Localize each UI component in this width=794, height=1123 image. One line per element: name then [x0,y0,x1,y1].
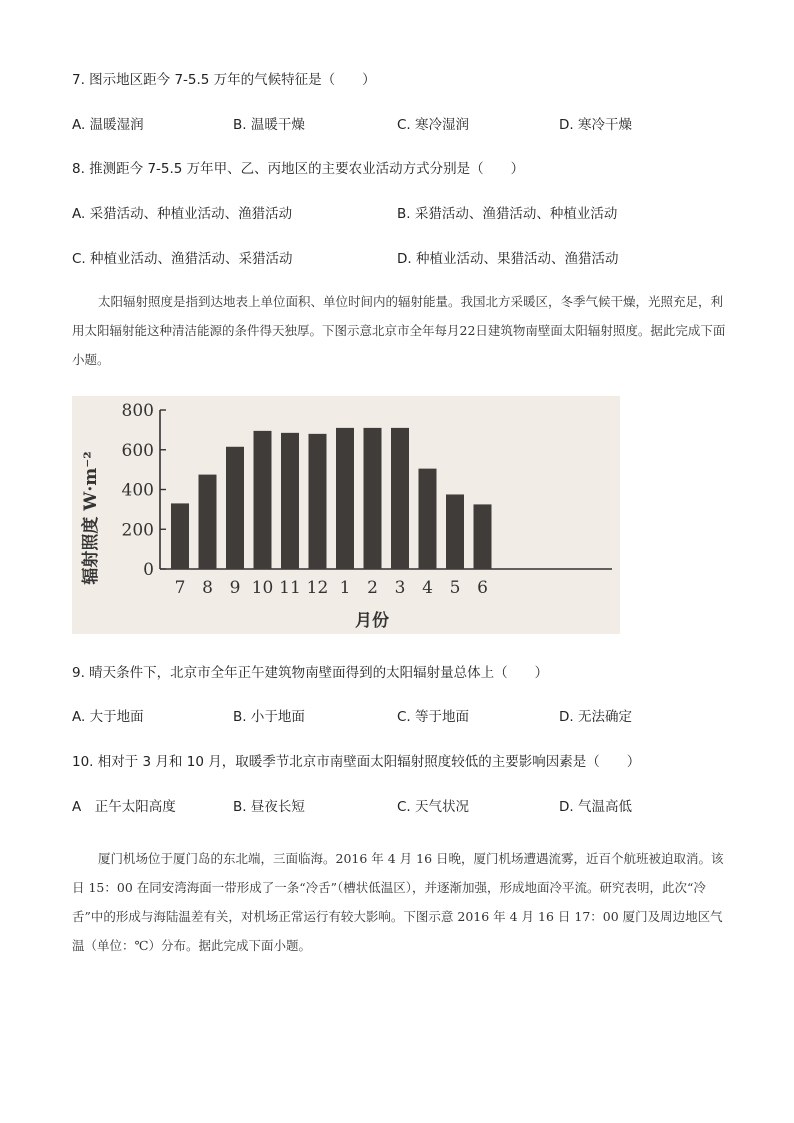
bar-month-11 [281,433,299,569]
bar-month-9 [226,447,244,569]
q7-option-a: A. 温暖湿润 [72,117,144,133]
question-7-stem: 7. 图示地区距今 7-5.5 万年的气候特征是（ ） [72,72,376,88]
q7-option-d: D. 寒冷干燥 [559,117,632,133]
x-tick-label: 11 [279,578,301,598]
bar-month-8 [199,475,217,569]
x-tick-label: 7 [174,578,186,598]
passage-solar-irradiance: 太阳辐射照度是指到达地表上单位面积、单位时间内的辐射能量。我国北方采暖区，冬季气候干燥，光照充足，利用太阳辐射能这种清洁能源的条件得天独厚。下图示意北京市全年每月22日建筑物南壁面太阳辐射照度。据此完成下面小题。 [72,294,726,367]
bar-month-6 [474,504,492,569]
q8-option-a: A. 采猎活动、种植业活动、渔猎活动 [72,206,293,222]
question-8-stem: 8. 推测距今 7-5.5 万年甲、乙、丙地区的主要农业活动方式分别是（ ） [72,161,525,177]
q7-option-b: B. 温暖干燥 [233,117,305,133]
x-tick-label: 2 [367,578,378,598]
passage-xiamen-airport: 厦门机场位于厦门岛的东北端，三面临海。2016 年 4 月 16 日晚，厦门机场遭遇流雾，近百个航班被迫取消。该日 15：00 在同安湾海面一带形成了一条“冷舌”（槽状低温区），并逐渐加强，形成地面冷平流。研究表明，此次“冷舌”中的形成与海陆温差有关，对机场正常运行有较大影响。下图示意 2016 年 4 月 16 日 17：00 厦门及周边地区气温（单位：℃）分布。据此完成下面小题。 [72,851,724,953]
x-tick-label: 9 [229,578,241,598]
q8-option-c: C. 种植业活动、渔猎活动、采猎活动 [72,251,293,267]
x-tick-label: 12 [306,578,329,598]
q10-option-b: B. 昼夜长短 [233,799,305,815]
solar-irradiance-chart [72,396,620,634]
x-axis-label: 月份 [355,611,389,631]
x-tick-label: 1 [339,578,351,598]
q10-option-d: D. 气温高低 [559,799,632,815]
y-tick-label: 200 [121,520,154,541]
q9-option-c: C. 等于地面 [397,709,470,725]
x-tick-label: 10 [251,578,274,598]
bar-month-12 [309,434,327,569]
q9-option-b: B. 小于地面 [233,709,305,725]
question-9-stem: 9. 晴天条件下，北京市全年正午建筑物南壁面得到的太阳辐射量总体上（ ） [72,665,549,681]
q9-option-d: D. 无法确定 [559,709,632,725]
x-tick-label: 3 [394,578,406,598]
bar-month-5 [446,494,464,569]
bar-month-1 [336,428,354,569]
q10-option-a: A 正午太阳高度 [72,799,176,815]
y-axis-label: 辐射照度 W·m⁻² [81,451,101,585]
x-tick-label: 4 [422,578,433,598]
question-10-stem: 10. 相对于 3 月和 10 月，取暖季节北京市南壁面太阳辐射照度较低的主要影响因素是（ ） [72,754,641,770]
q7-option-c: C. 寒冷湿润 [397,117,470,133]
y-tick-label: 0 [143,560,154,580]
q9-option-a: A. 大于地面 [72,709,144,725]
x-tick-label: 8 [202,578,213,598]
bar-month-2 [364,428,382,569]
y-tick-label: 600 [121,440,154,461]
x-tick-label: 6 [477,578,488,598]
y-tick-label: 400 [121,480,154,501]
bar-chart [72,396,620,634]
bar-month-10 [254,431,272,569]
q8-option-d: D. 种植业活动、果猎活动、渔猎活动 [397,251,619,267]
q8-option-b: B. 采猎活动、渔猎活动、种植业活动 [397,206,618,222]
bar-month-7 [171,503,189,569]
bar-month-3 [391,428,409,569]
bar-month-4 [419,469,437,569]
q10-option-c: C. 天气状况 [397,799,470,815]
y-tick-label: 800 [121,401,154,421]
x-tick-label: 5 [449,578,461,598]
